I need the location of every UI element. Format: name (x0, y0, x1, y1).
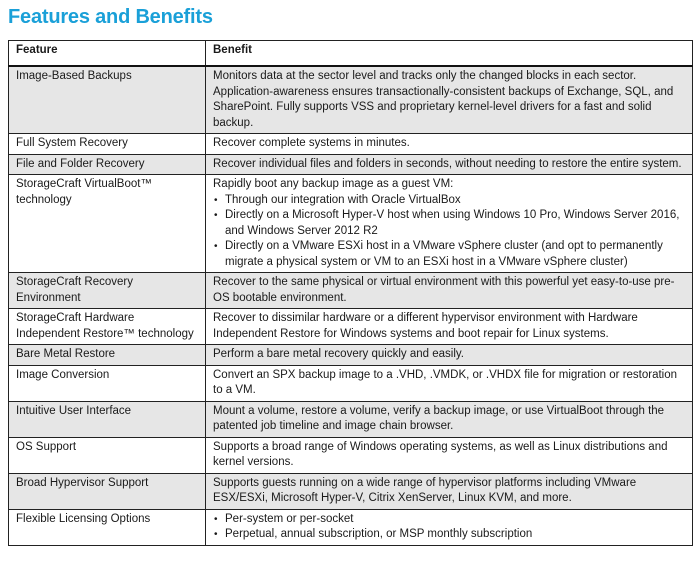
benefit-text: Recover to dissimilar hardware or a different hypervisor environment with Hardware Independent Restore for Windows systems and boot repair for Linux systems. (213, 312, 638, 340)
benefit-cell (206, 473, 693, 509)
feature-cell: Broad Hypervisor Support (9, 473, 206, 509)
benefit-text: Perform a bare metal recovery quickly and easily. (213, 348, 464, 360)
feature-cell: Image Conversion (9, 365, 206, 401)
table-row (9, 473, 693, 509)
table-row (9, 365, 693, 401)
feature-cell: File and Folder Recovery (9, 154, 206, 175)
table-body (9, 66, 693, 545)
benefit-cell (206, 273, 693, 309)
benefit-text: Supports a broad range of Windows operating systems, as well as Linux distributions and kernel versions. (213, 440, 668, 468)
benefit-bullet-list (213, 193, 686, 271)
benefit-cell (206, 365, 693, 401)
feature-cell: Image-Based Backups (9, 66, 206, 134)
table-row (9, 437, 693, 473)
table-row (9, 401, 693, 437)
header-benefit: Benefit (206, 41, 693, 67)
benefit-text: Supports guests running on a wide range of hypervisor platforms including VMware ESX/ESXi, Microsoft Hyper-V, Citrix XenServer, Linux KVM, and more. (213, 476, 637, 504)
feature-cell: StorageCraft Recovery Environment (9, 273, 206, 309)
table-row (9, 134, 693, 155)
table-row (9, 509, 693, 545)
table-row (9, 175, 693, 273)
benefit-text: Rapidly boot any backup image as a guest VM: (213, 178, 454, 190)
feature-cell: Full System Recovery (9, 134, 206, 155)
feature-cell: StorageCraft Hardware Independent Restore™ technology (9, 309, 206, 345)
benefit-bullet: • Perpetual, annual subscription, or MSP monthly subscription (213, 527, 686, 543)
benefit-text: Recover to the same physical or virtual environment with this powerful yet easy-to-use pre-OS bootable environment. (213, 276, 675, 304)
benefit-cell (206, 401, 693, 437)
features-table (8, 40, 693, 546)
table-header-row (9, 41, 693, 67)
benefit-text: Mount a volume, restore a volume, verify a backup image, or use VirtualBoot through the patented job timeline and image chain browser. (213, 404, 665, 432)
benefit-bullet: • Through our integration with Oracle VirtualBox (213, 193, 686, 209)
benefit-bullet-list (213, 512, 686, 543)
benefit-text: Monitors data at the sector level and tracks only the changed blocks in each sector. Application-awareness ensures transactionally-consistent backups of Exchange, SQL, and SharePoint. Fully supports VSS and proprietary kernel-level drivers for a fast and solid backup. (213, 70, 674, 129)
feature-cell: Bare Metal Restore (9, 345, 206, 366)
feature-cell: StorageCraft VirtualBoot™ technology (9, 175, 206, 273)
benefit-text: Convert an SPX backup image to a .VHD, .VMDK, or .VHDX file for migration or restoration to a VM. (213, 368, 678, 396)
benefit-bullet: • Directly on a Microsoft Hyper-V host when using Windows 10 Pro, Windows Server 2016, and Windows Server 2012 R2 (213, 208, 686, 239)
benefit-cell (206, 175, 693, 273)
benefit-cell (206, 437, 693, 473)
feature-cell: Intuitive User Interface (9, 401, 206, 437)
page-title: Features and Benefits (8, 6, 213, 28)
benefit-cell (206, 66, 693, 134)
table-row (9, 154, 693, 175)
header-feature: Feature (9, 41, 206, 67)
benefit-cell (206, 154, 693, 175)
table-row (9, 273, 693, 309)
benefit-text: Recover complete systems in minutes. (213, 137, 410, 149)
benefit-cell (206, 134, 693, 155)
benefit-text: Recover individual files and folders in seconds, without needing to restore the entire system. (213, 157, 682, 170)
benefit-bullet: • Per-system or per-socket (213, 512, 686, 528)
benefit-cell (206, 509, 693, 545)
table-row (9, 66, 693, 134)
benefit-cell (206, 345, 693, 366)
feature-cell: Flexible Licensing Options (9, 509, 206, 545)
table-row (9, 345, 693, 366)
table-row (9, 309, 693, 345)
feature-cell: OS Support (9, 437, 206, 473)
benefit-cell (206, 309, 693, 345)
benefit-bullet: • Directly on a VMware ESXi host in a VMware vSphere cluster (and opt to permanently migrate a physical system or VM to an ESXi host in a VMware vSphere cluster) (213, 239, 686, 270)
